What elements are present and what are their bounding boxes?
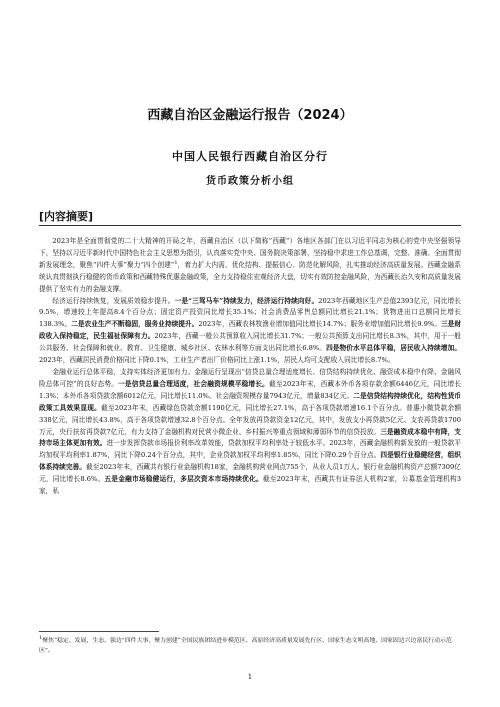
bold-point: 四是银行业稳健经营，组织体系持续完善。: [39, 451, 461, 472]
paragraph-2: [39, 296, 461, 367]
bold-point: 二是信贷结构持续优化，结构性货币政策工具效果显现。: [39, 391, 461, 412]
bold-point: 一是信贷总量合理适度，社会融资规模平稳增长。: [118, 379, 269, 388]
paragraph-3: [39, 367, 461, 498]
summary-body: [39, 236, 461, 498]
group-name: 货币政策分析小组: [206, 176, 294, 187]
bold-point: 二是农业生产不断稳固，服务业持续提升。: [71, 320, 199, 329]
footnote-marker: 1: [39, 635, 43, 642]
footnote: [39, 636, 461, 656]
report-title: 西藏自治区金融运行报告（2024）: [147, 108, 353, 123]
heading-rule: [39, 225, 461, 226]
text-segment: 2023年是全面贯彻党的二十大精神的开局之年，西藏自治区（以下简称“西藏”）各地区各部门在以习近平同志为核心的党中央坚强领导下，坚持以习近平新时代中国特色社会主义思想为指引，认真落实党中央、国务院决策部署，坚持稳中求进工作总基调，完整、准确、全面贯彻新发展理念，聚焦“四件大事”聚力“四个创建”: [39, 237, 461, 269]
text-segment: 进一步发挥贷款市场报价利率改革效能，贷款加权平均利率处于较低水平。2023年，西藏金融机构新发放的一般贷款平均加权平均利率1.87%，同比下降0.24个百分点，其中，企业贷款加权平均利率1.85%，同比下降0.29个百分点。: [39, 439, 462, 460]
section-heading: [内容摘要]: [39, 210, 94, 223]
text-segment: 截至2023年末，西藏本外币各项存款余额6446亿元，同比增长1.3%；本外币各项贷款余额6012亿元，同比增长11.0%。社会融资规模存量7943亿元，增量834亿元。: [39, 379, 461, 400]
organization-name: 中国人民银行西藏自治区分行: [172, 150, 328, 163]
bold-point: 一是“三驾马车”持续发力，经济运行持续向好。: [174, 296, 319, 305]
page-number: 1: [247, 673, 253, 681]
footnote-rule: [39, 631, 159, 632]
text-segment: 2023年西藏地区生产总值2393亿元，同比增长9.5%，增速较上年提高8.4个百分点；固定资产投资同比增长35.1%；社会消费品零售总额同比增长21.1%；货物进出口总额同比增长138.3%。: [39, 296, 461, 329]
bold-point: 五是金融市场稳健运行，多层次资本市场持续优化。: [104, 475, 263, 484]
footnote-text: 聚焦“稳定、发展、生态、强边”四件大事，聚力创建“全国民族团结进步模范区、高原经济高质量发展先行区、国家生态文明高地、国家固边兴边富民行动示范区”。: [39, 638, 452, 654]
footnote-ref[interactable]: 1: [174, 259, 178, 266]
bold-point: 四是物价水平总体平稳，居民收入持续增加。: [326, 344, 461, 353]
text-segment: 截至2023年末，西藏共有银行业金融机构18家，金融机构营业网点755个，从业人员1万人。银行业金融机构资产总额7309亿元，同比增长8.6%。: [39, 463, 461, 484]
text-segment: 2023年，西藏一般公共预算收入同比增长31.7%；一般公共预算支出同比增长8.3%，其中，用于一般公共服务、社会保障和就业、教育、卫生健康、城乡社区、农林水利等方面支出同比增长6.8%。: [39, 332, 461, 353]
text-segment: 截至2023年末，西藏共有证券法人机构2家，公募基金管理机构3家，私: [39, 475, 461, 496]
text-segment: ，着力扩大内需、优化结构、提振信心、防范化解风险，扎实推动经济高质量发展。西藏金融系统认真贯彻执行稳健的货币政策和西藏特殊优惠金融政策，全力支持稳住宏观经济大盘，切实有效防控金融风险，为西藏长治久安和高质量发展提供了坚实有力的金融支撑。: [39, 260, 461, 293]
text-segment: 2023年，西藏农林牧渔业增加值同比增长14.7%；服务业增加值同比增长9.9%。: [198, 320, 441, 329]
text-segment: 金融业运行总体平稳，支持实体经济更加有力。金融运行呈现出“信贷总量合理适度增长、信贷结构持续优化、融资成本稳中有降、金融风险总体可控”的良好态势。: [39, 367, 461, 388]
bold-point: 三是融资成本稳中有降，支持市场主体更加有效。: [39, 427, 461, 448]
text-segment: 2023年，西藏居民消费价格同比下降0.1%，工业生产者出厂价格同比上涨1.1%，居民人均可支配收入同比增长8.7%。: [39, 356, 395, 365]
text-segment: 经济运行持续恢复，发展质效稳步提升。: [52, 296, 175, 305]
bold-point: 三是财政收入保持稳定，民生福祉保障有力。: [39, 320, 462, 341]
text-segment: 截至2023年末，西藏绿色贷款余额1190亿元，同比增长27.1%，高于各项贷款增速16.1个百分点。普惠小微贷款余额338亿元，同比增长43.8%，高于各项贷款增速32.8个百分点。全年发放再贷款资金12亿元，其中，发放支小再贷款5亿元、支农再贷款1700万元，央行扶贫再贷款7亿元，有力支持了金融机构对民营小微企业、乡村振兴等重点领域和薄弱环节的信贷投放。: [39, 403, 461, 436]
paragraph-1: [39, 236, 461, 296]
